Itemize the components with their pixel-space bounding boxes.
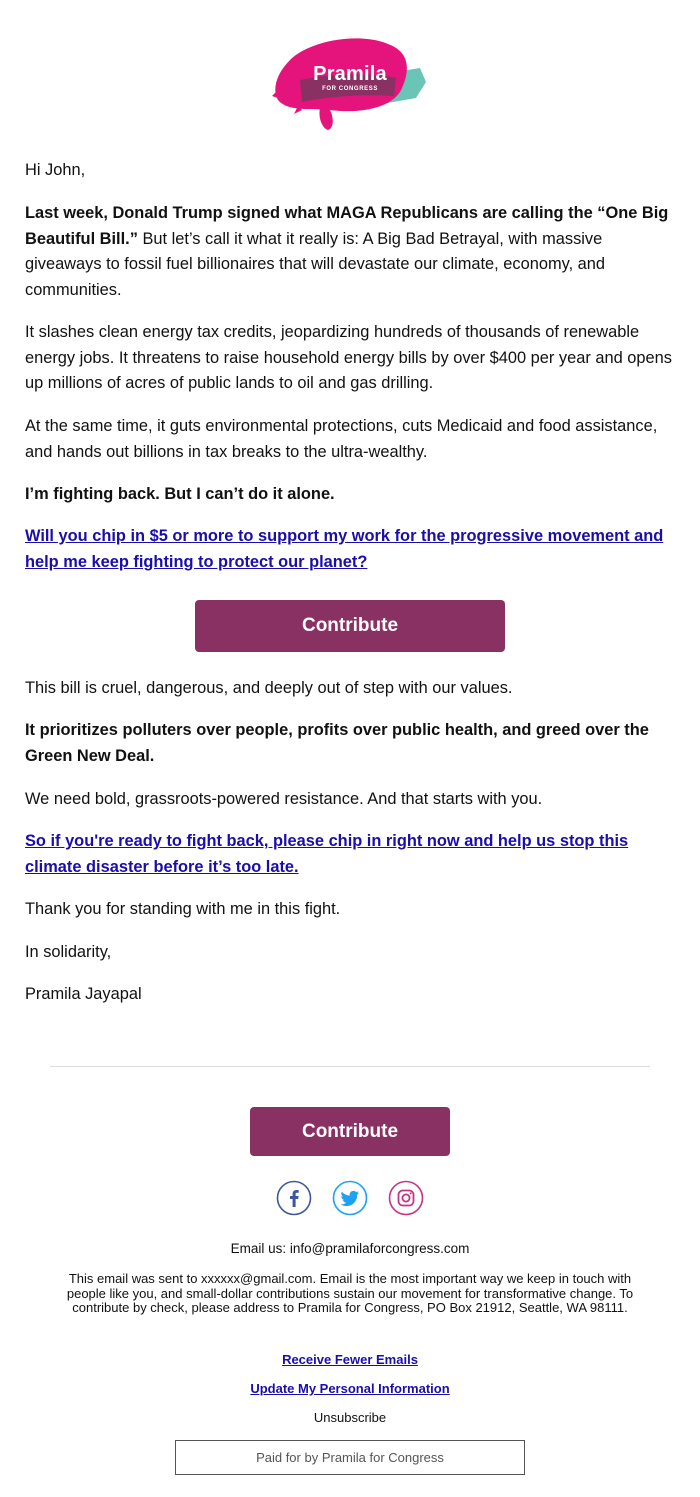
footer-disclaimer: This email was sent to xxxxxx@gmail.com. Email is the most important way we keep in touch with people like you, and small-dollar contributions sustain our movement for transformative change. To contribute by check, please address to Pramila for Congress, PO Box 21912, Seattle, WA 98111. (66, 1271, 634, 1315)
paragraph-protections: At the same time, it guts environmental protections, cuts Medicaid and food assistance, and hands out billions in tax breaks to the ultra-wealthy. (25, 417, 658, 461)
logo-subtitle: FOR CONGRESS (322, 86, 378, 92)
fight-back-link[interactable]: So if you're ready to fight back, please chip in right now and help us stop this climate disaster before it’s too late. (25, 832, 629, 876)
paragraph-cruel: This bill is cruel, dangerous, and deeply out of step with our values. (25, 679, 513, 697)
fight-back-link-paragraph (25, 829, 675, 880)
signature: Pramila Jayapal (25, 985, 142, 1003)
donate-link-paragraph (25, 524, 675, 575)
facebook-icon[interactable] (276, 1180, 312, 1216)
paragraph-energy: It slashes clean energy tax credits, jeopardizing hundreds of thousands of renewable energy jobs. It threatens to raise household energy bills by over $400 per year and opens up millions of acres of public lands to oil and gas drilling. (25, 323, 672, 392)
email-contact: Email us: info@pramilaforcongress.com (230, 1241, 470, 1256)
greeting: Hi John, (25, 161, 86, 179)
signoff: In solidarity, (25, 943, 112, 961)
unsubscribe-link[interactable]: Unsubscribe (313, 1410, 387, 1425)
chip-in-link[interactable]: Will you chip in $5 or more to support my work for the progressive movement and help me keep fighting to protect our planet? (25, 527, 664, 571)
logo-name: Pramila (313, 63, 387, 85)
paid-for-disclaimer: Paid for by Pramila for Congress (175, 1440, 525, 1475)
paragraph-priorities: It prioritizes polluters over people, profits over public health, and greed over the Green New Deal. (25, 721, 649, 765)
update-personal-info-link[interactable]: Update My Personal Information (250, 1381, 450, 1396)
intro-paragraph (25, 201, 675, 303)
update-info-row (0, 1381, 700, 1396)
twitter-icon[interactable] (332, 1180, 368, 1216)
receive-fewer-emails-link[interactable]: Receive Fewer Emails (282, 1352, 418, 1367)
intro-bold: Last week, Donald Trump signed what MAGA Republicans are calling the “One Big Beautiful Bill.” (25, 204, 669, 248)
campaign-logo[interactable] (270, 30, 430, 135)
paragraph-fighting-back: I’m fighting back. But I can’t do it alone. (25, 485, 335, 503)
fewer-emails-row (0, 1352, 700, 1367)
paragraph-resistance: We need bold, grassroots-powered resistance. And that starts with you. (25, 790, 543, 808)
intro-rest: But let’s call it what it really is: A Big Bad Betrayal, with massive giveaways to fossil fuel billionaires that will devastate our climate, economy, and communities. (25, 229, 606, 299)
footer-divider (50, 1066, 650, 1067)
paragraph-thank-you: Thank you for standing with me in this fight. (25, 900, 341, 918)
contribute-button[interactable]: Contribute (195, 600, 505, 652)
instagram-icon[interactable] (388, 1180, 424, 1216)
footer-contribute-button[interactable]: Contribute (250, 1107, 450, 1156)
